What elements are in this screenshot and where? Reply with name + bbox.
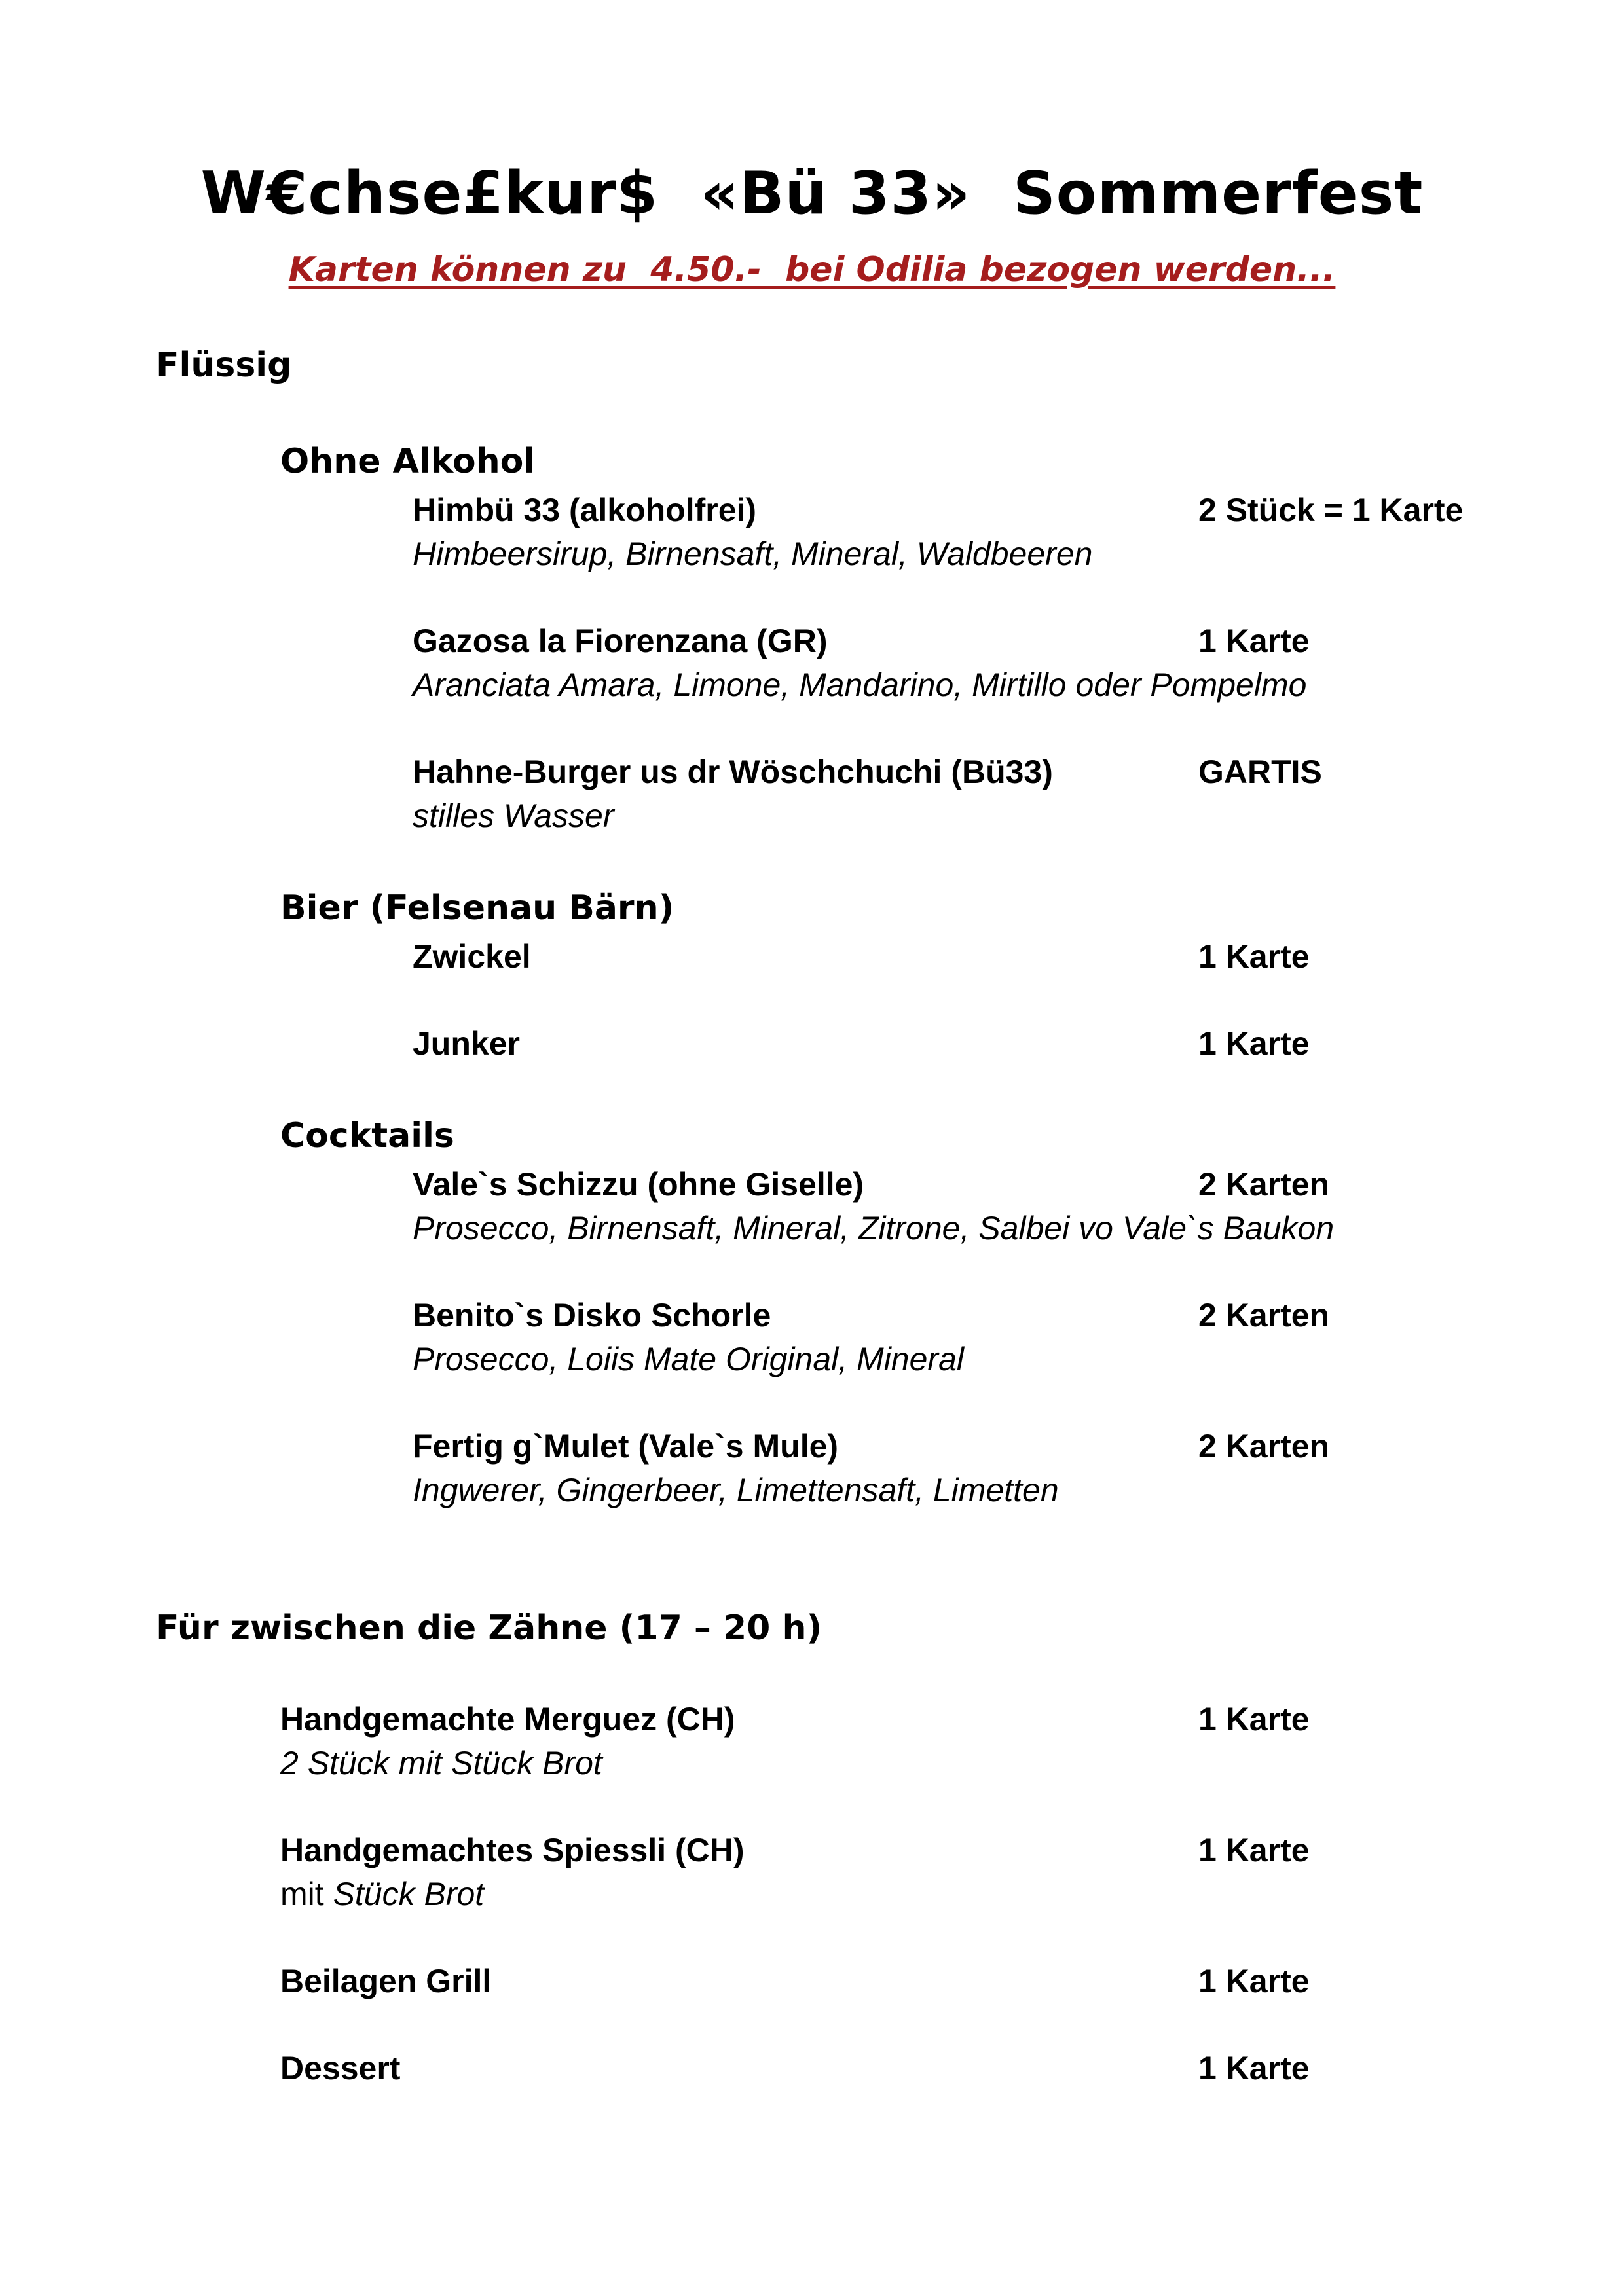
subsection-heading-bier: Bier (Felsenau Bärn) [280, 888, 674, 928]
menu-item-name: Hahne-Burger us dr Wöschchuchi (Bü33) [413, 754, 1053, 790]
page-subtitle: Karten können zu 4.50.- bei Odilia bezogen werden... [288, 250, 1336, 289]
menu-item-name: Handgemachtes Spiessli (CH) [280, 1832, 745, 1868]
menu-item-name: Himbü 33 (alkoholfrei) [413, 492, 757, 528]
menu-item-description: stilles Wasser [413, 797, 614, 834]
section-heading-zaehne: Für zwischen die Zähne (17 – 20 h) [156, 1609, 822, 1648]
menu-item-price: 2 Stück = 1 Karte [1198, 492, 1464, 528]
menu-item-name: Gazosa la Fiorenzana (GR) [413, 623, 828, 659]
menu-item-name: Fertig g`Mulet (Vale`s Mule) [413, 1428, 839, 1465]
menu-item-description: 2 Stück mit Stück Brot [280, 1745, 602, 1781]
subsection-heading-ohne-alkohol: Ohne Alkohol [280, 442, 536, 481]
page-title: W€chse£kur$ «Bü 33» Sommerfest [200, 159, 1424, 228]
menu-item-price: 1 Karte [1198, 1025, 1310, 1062]
menu-item-price: 1 Karte [1198, 1963, 1310, 1999]
menu-item-price: 2 Karten [1198, 1297, 1330, 1334]
menu-item-price: 1 Karte [1198, 623, 1310, 659]
menu-item-name: Dessert [280, 2050, 401, 2086]
menu-item-name: Zwickel [413, 938, 531, 975]
menu-item-description: Ingwerer, Gingerbeer, Limettensaft, Limetten [413, 1472, 1059, 1508]
menu-item-price: 1 Karte [1198, 1832, 1310, 1868]
menu-item-name: Junker [413, 1025, 520, 1062]
menu-item-price: 2 Karten [1198, 1428, 1330, 1465]
menu-item-price: 2 Karten [1198, 1166, 1330, 1203]
menu-item-name: Handgemachte Merguez (CH) [280, 1701, 735, 1738]
menu-item-price: 1 Karte [1198, 2050, 1310, 2086]
menu-item-description: Prosecco, Loiis Mate Original, Mineral [413, 1341, 964, 1377]
description-prefix: mit [280, 1876, 324, 1912]
menu-item-name: Benito`s Disko Schorle [413, 1297, 771, 1334]
section-heading-fluessig: Flüssig [156, 346, 292, 385]
menu-item-description [280, 1875, 484, 1913]
menu-item-name: Vale`s Schizzu (ohne Giselle) [413, 1166, 864, 1203]
description-text: Stück Brot [333, 1876, 485, 1912]
menu-item-price: GARTIS [1198, 754, 1322, 790]
menu-item-price: 1 Karte [1198, 938, 1310, 975]
menu-item-description: Prosecco, Birnensaft, Mineral, Zitrone, Salbei vo Vale`s Baukon [413, 1210, 1335, 1247]
menu-item-description: Aranciata Amara, Limone, Mandarino, Mirtillo oder Pompelmo [413, 666, 1307, 703]
menu-item-name: Beilagen Grill [280, 1963, 492, 1999]
subsection-heading-cocktails: Cocktails [280, 1116, 454, 1156]
menu-item-price: 1 Karte [1198, 1701, 1310, 1738]
menu-item-description: Himbeersirup, Birnensaft, Mineral, Waldbeeren [413, 536, 1093, 572]
